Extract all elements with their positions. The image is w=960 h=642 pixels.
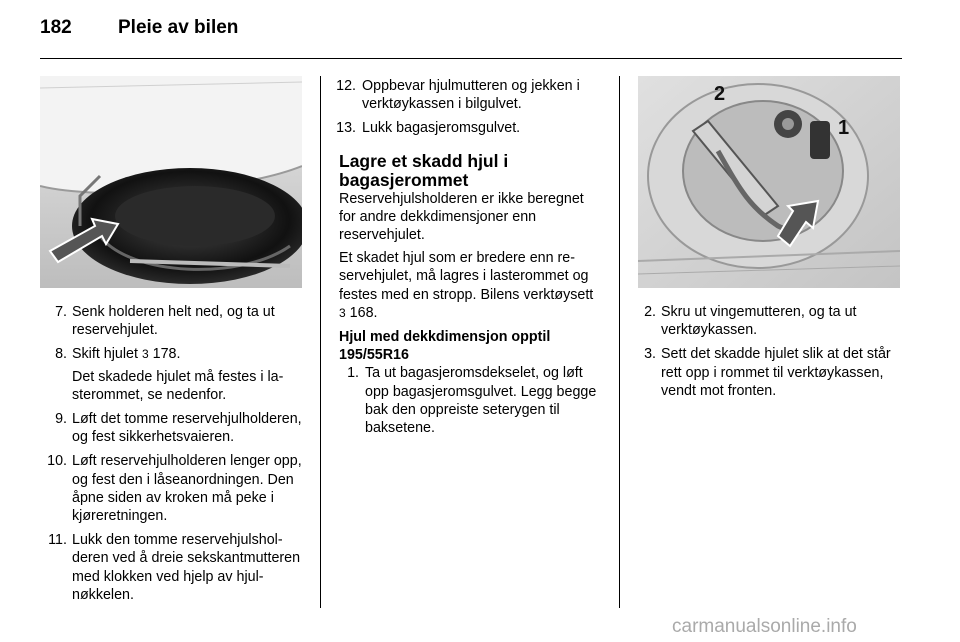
callout-label-2: 2 [714,83,726,105]
list-item: 10. Løft reservehjulholderen lenger opp, og fest den i låseanordningen. Den åpne siden av kroken må peke i kjøreretningen. [47,453,302,525]
column-1-text [40,297,304,604]
column-2-text [336,77,603,437]
list-item: 13. Lukk bagasjeromsgulvet. [336,120,521,137]
list-item: 2. Skru ut vingemutteren, og ta ut verktøykassen. [644,304,857,339]
page-ref-icon: 3 [339,305,346,320]
page-number: 182 [40,17,72,38]
list-item: 12. Oppbevar hjulmutteren og jekken i verktøykassen i bilgulvet. [336,78,580,113]
callout-label-1: 1 [838,117,850,139]
toolbox-illustration [638,76,900,288]
steps-list [336,77,603,138]
column-divider-left [320,76,321,608]
column-3-text [638,297,902,400]
steps-list [638,303,902,400]
list-item: 9. Løft det tomme reservehjulholderen, og fest sikkerhetsvaieren. [55,411,302,446]
paragraph: Reservehjulsholderen er ikke beregnet for andre dekkdimensjoner enn reservehjulet. [339,190,584,244]
column-divider-right [619,76,620,608]
paragraph: Et skadet hjul som er bredere enn reservehjulet, må lagres i lasterommet og festes med en stropp. Bilens verktøysett 3 168. [339,250,594,321]
list-item: 8. Skift hjulet 3 178. Det skadede hjulet må festes i lasterommet, se nedenfor. [55,346,284,403]
spare-wheel-illustration [40,76,302,288]
steps-list [40,303,304,604]
page-ref[interactable]: 178. [152,346,181,363]
toolbox-drawing [638,76,900,288]
section-heading: Lagre et skadd hjul i bagasjerommet [339,150,509,190]
page-ref-icon: 3 [141,347,149,362]
list-item: 3. Sett det skadde hjulet slik at det står rett opp i rommet til verktøykassen, vendt mot fronten. [644,346,891,399]
page-title: Pleie av bilen [118,17,239,38]
list-item: 1. Ta ut bagasjeromsdekselet, og løft opp bagasjeromsgulvet. Legg begge bak den oppreiste seterygen til baksetene. [347,365,597,437]
sub-steps-list [339,364,603,437]
page-ref[interactable]: 168. [349,304,378,321]
sub-heading: Hjul med dekkdimensjon opptil 195/55R16 [339,329,551,364]
header-rule [40,58,902,59]
list-item: 7. Senk holderen helt ned, og ta ut reservehjulet. [55,304,275,339]
spare-wheel-drawing [40,76,302,288]
watermark: carmanualsonline.info [672,616,857,637]
list-item: 11. Lukk den tomme reservehjulsholderen ved å dreie sekskantmutteren med klokken ved hjelp av hjulnøkkelen. [48,532,301,603]
